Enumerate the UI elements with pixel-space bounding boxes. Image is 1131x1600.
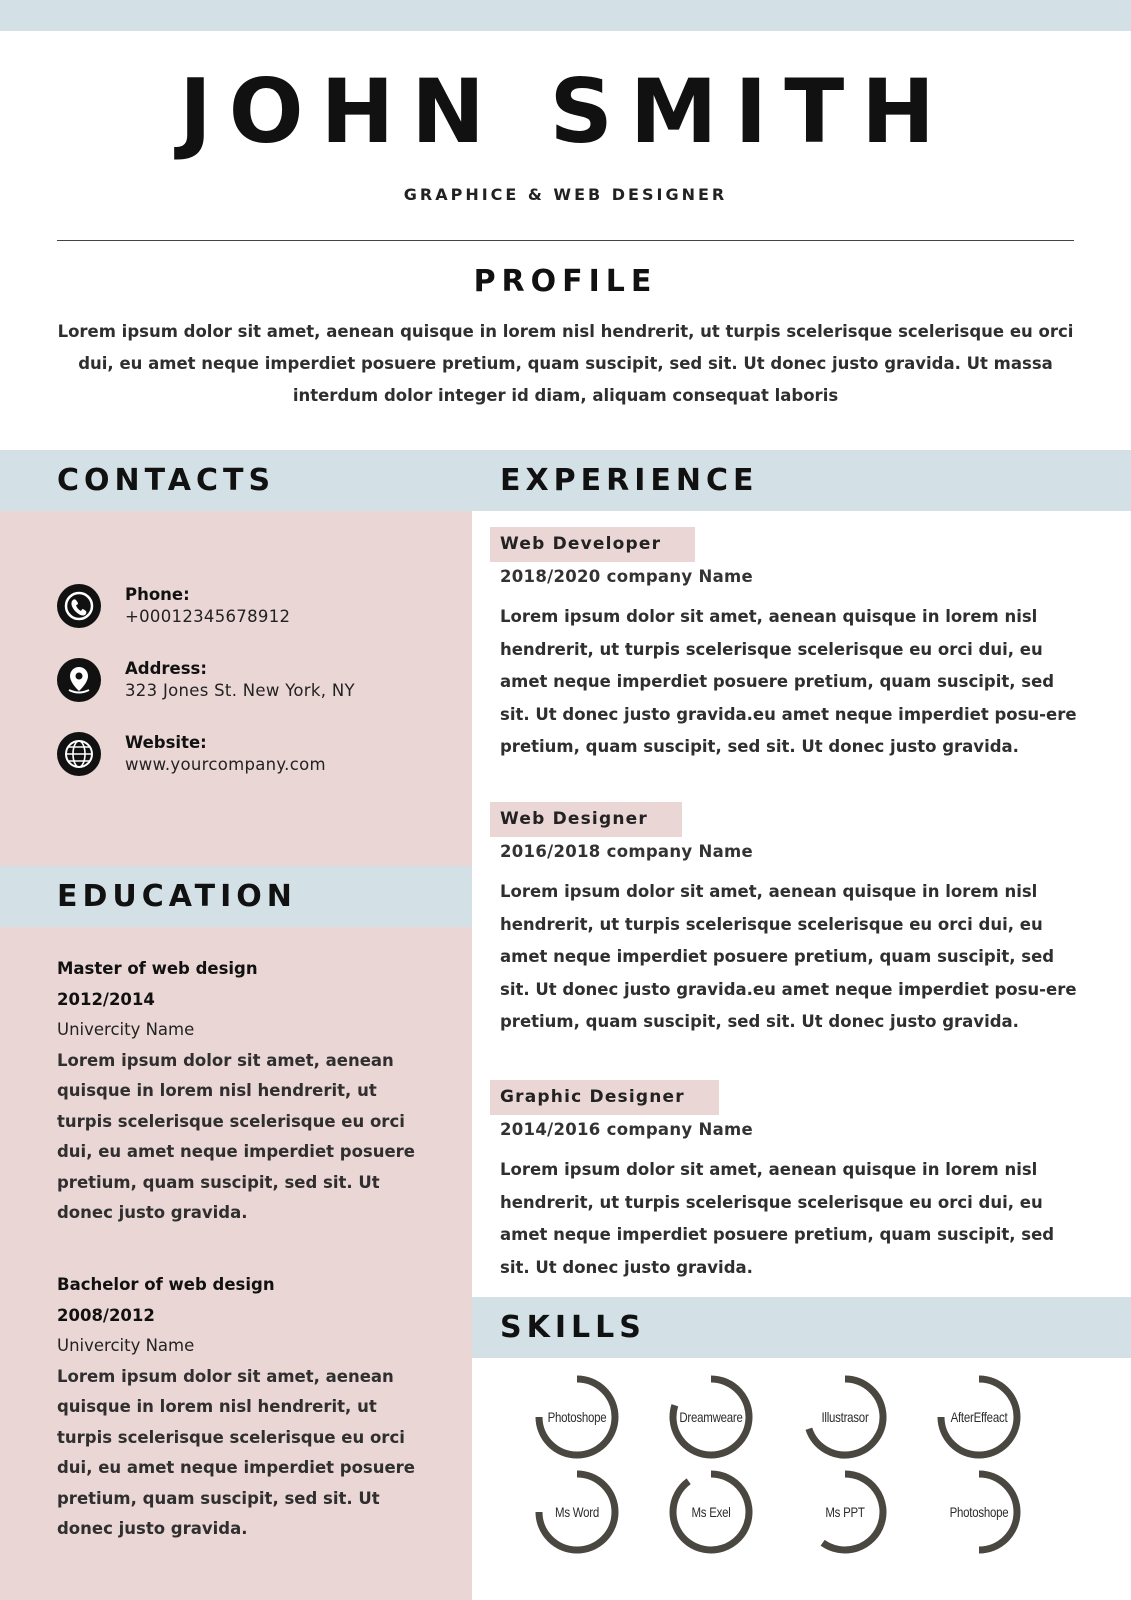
contact-website-label: Website: <box>125 733 207 752</box>
education-degree: Master of web design <box>57 959 258 978</box>
education-school: Univercity Name <box>57 1336 195 1355</box>
contact-phone-label: Phone: <box>125 585 190 604</box>
skill-ring <box>532 1372 622 1462</box>
experience-description: Lorem ipsum dolor sit amet, aenean quisque in lorem nisl hendrerit, ut turpis scelerisque scelerisque eu orci dui, eu amet neque imperdiet posuere pretium, quam suscipit, sed sit. Ut donec justo gravida.eu amet neque imperdiet posu-ere pretium, quam suscipit, sed sit. Ut donec justo gravida. <box>500 882 1077 1031</box>
skill-label: Dreamweare <box>679 1409 743 1425</box>
skill-label: Illustrasor <box>821 1409 869 1425</box>
skill-label: Photoshope <box>547 1409 607 1425</box>
skill-ring <box>934 1467 1024 1557</box>
education-item <box>57 954 437 1229</box>
education-years: 2008/2012 <box>57 1305 155 1325</box>
contacts-heading: CONTACTS <box>57 463 276 498</box>
skills-heading: SKILLS <box>500 1310 646 1345</box>
education-description: Lorem ipsum dolor sit amet, aenean quisque in lorem nisl hendrerit, ut turpis scelerisque scelerisque eu orci dui, eu amet neque imperdiet posuere pretium, quam suscipit, sed sit. Ut donec justo gravida. <box>57 1366 415 1538</box>
skill-ring <box>666 1372 756 1462</box>
location-pin-icon <box>57 658 101 702</box>
contact-phone <box>57 584 290 634</box>
skill-label: Ms PPT <box>825 1504 865 1520</box>
education-degree: Bachelor of web design <box>57 1275 275 1294</box>
education-years: 2012/2014 <box>57 989 155 1009</box>
experience-meta: 2014/2016 company Name <box>500 1120 754 1139</box>
skills-grid <box>532 1372 1072 1562</box>
education-heading: EDUCATION <box>57 879 297 914</box>
experience-meta: 2018/2020 company Name <box>500 567 754 586</box>
phone-icon <box>57 584 101 628</box>
profile-heading: PROFILE <box>473 264 658 299</box>
contact-website-value[interactable]: www.yourcompany.com <box>125 755 326 774</box>
globe-icon <box>57 732 101 776</box>
top-accent-bar <box>0 0 1131 31</box>
contact-website <box>57 732 326 782</box>
header-divider <box>57 240 1074 241</box>
skill-ring <box>532 1467 622 1557</box>
skill-ring <box>800 1372 890 1462</box>
contact-address-value: 323 Jones St. New York, NY <box>125 681 355 700</box>
contact-address <box>57 658 355 708</box>
experience-meta: 2016/2018 company Name <box>500 842 754 861</box>
experience-description: Lorem ipsum dolor sit amet, aenean quisque in lorem nisl hendrerit, ut turpis scelerisque scelerisque eu orci dui, eu amet neque imperdiet posuere pretium, quam suscipit, sed sit. Ut donec justo gravida. <box>500 1160 1055 1277</box>
experience-title: Web Designer <box>490 802 682 837</box>
profile-text: Lorem ipsum dolor sit amet, aenean quisque in lorem nisl hendrerit, ut turpis scelerisque scelerisque eu orci dui, eu amet neque imperdiet posuere pretium, quam suscipit, sed sit. Ut donec justo gravida. Ut massa interdum dolor integer id diam, aliquam consequat laboris <box>57 322 1074 405</box>
skill-label: Photoshope <box>949 1504 1009 1520</box>
experience-title: Graphic Designer <box>490 1080 719 1115</box>
education-school: Univercity Name <box>57 1020 195 1039</box>
experience-heading: EXPERIENCE <box>500 463 759 498</box>
candidate-name: JOHN SMITH <box>179 60 952 163</box>
education-description: Lorem ipsum dolor sit amet, aenean quisque in lorem nisl hendrerit, ut turpis scelerisque scelerisque eu orci dui, eu amet neque imperdiet posuere pretium, quam suscipit, sed sit. Ut donec justo gravida. <box>57 1050 415 1222</box>
skill-ring <box>666 1467 756 1557</box>
experience-item <box>500 1080 1080 1284</box>
skill-label: Ms Word <box>555 1504 599 1520</box>
skill-ring <box>800 1467 890 1557</box>
contact-address-label: Address: <box>125 659 207 678</box>
skill-ring <box>934 1372 1024 1462</box>
skill-label: Ms Exel <box>691 1504 731 1520</box>
experience-title: Web Developer <box>490 527 695 562</box>
skill-label: AfterEffeact <box>950 1409 1008 1425</box>
experience-item <box>500 802 1080 1039</box>
education-item <box>57 1270 437 1545</box>
experience-item <box>500 527 1080 764</box>
contact-phone-value[interactable]: +00012345678912 <box>125 607 291 626</box>
candidate-role: GRAPHICE & WEB DESIGNER <box>403 185 728 204</box>
experience-description: Lorem ipsum dolor sit amet, aenean quisque in lorem nisl hendrerit, ut turpis scelerisque scelerisque eu orci dui, eu amet neque imperdiet posuere pretium, quam suscipit, sed sit. Ut donec justo gravida.eu amet neque imperdiet posu-ere pretium, quam suscipit, sed sit. Ut donec justo gravida. <box>500 607 1077 756</box>
